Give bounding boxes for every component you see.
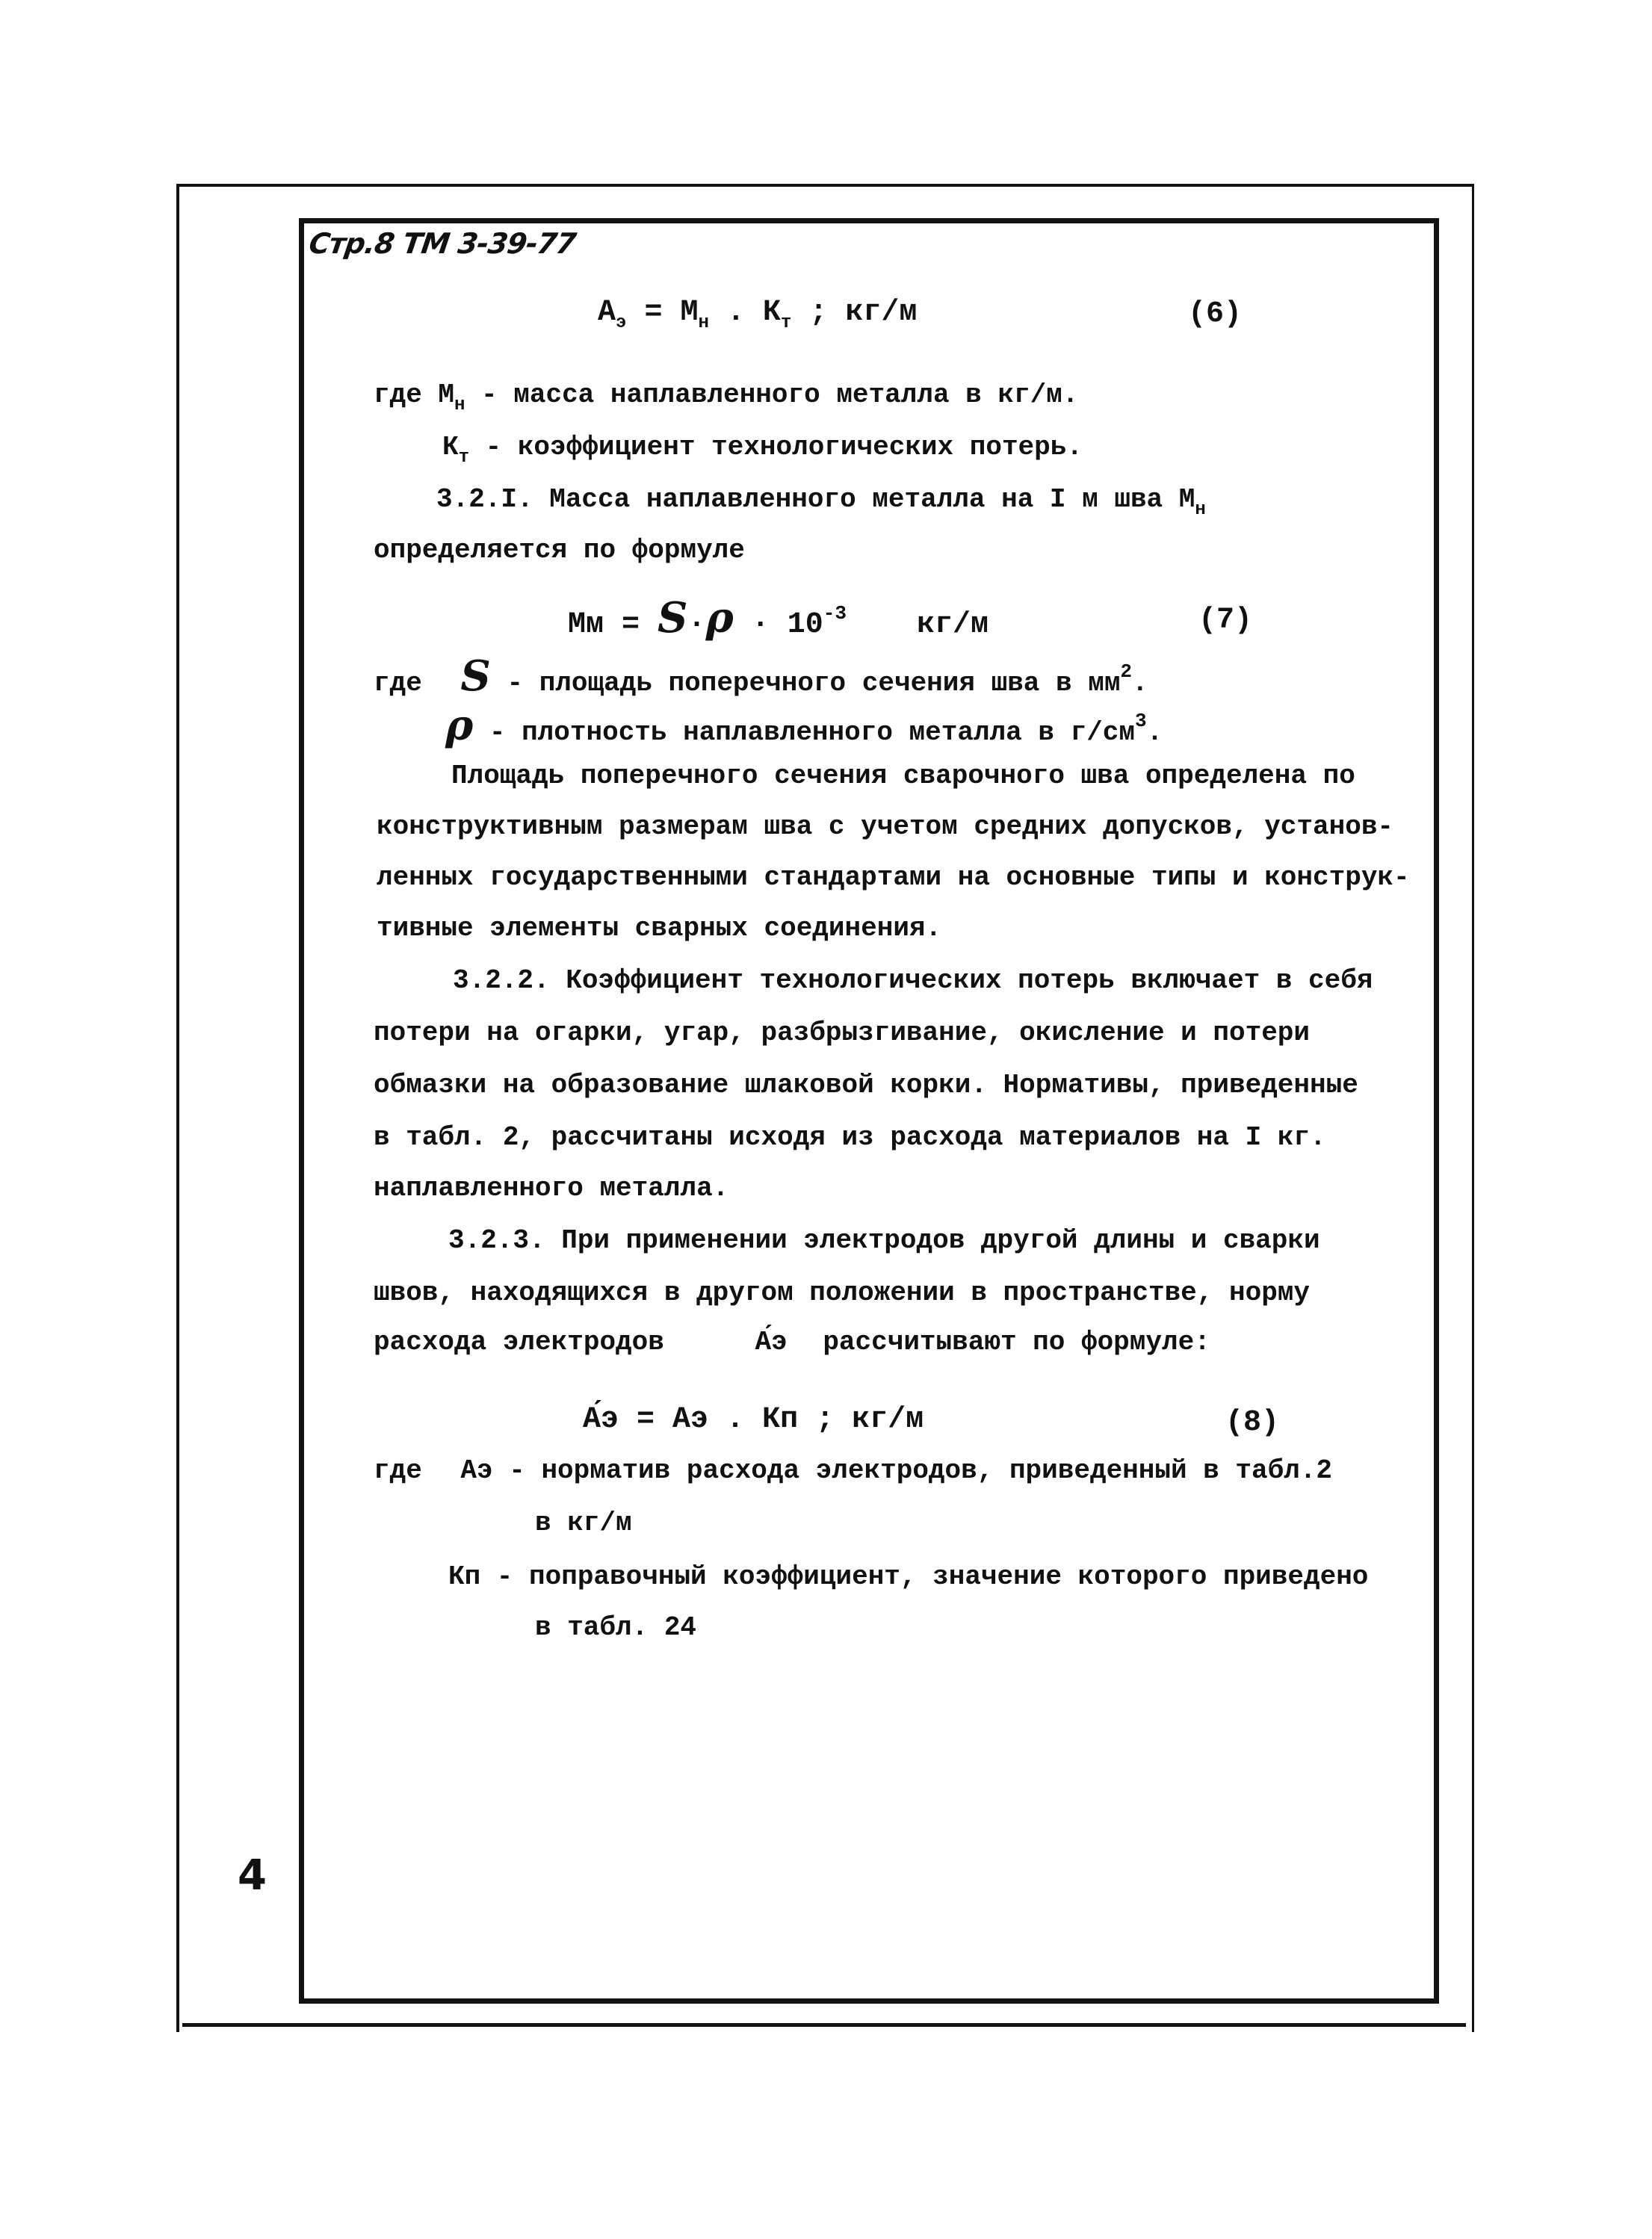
text-line: потери на огарки, угар, разбрызгивание, окисление и потери: [374, 1018, 1311, 1048]
definition-density: ρ - плотность наплавленного металла в $г/см^3$.: [445, 701, 1163, 750]
text-line: конструктивным размерам шва с учетом средних допусков, установ-: [377, 811, 1394, 842]
clause-3-2-1: 3.2.I. Масса наплавленного металла на I м шва $М_н$: [436, 484, 1206, 520]
text-line: швов, находящихся в другом положении в пространстве, норму: [374, 1278, 1311, 1308]
equation-number-8: (8): [1225, 1406, 1280, 1440]
equation-number-7: (7): [1198, 604, 1253, 637]
text-line: в кг/м: [535, 1508, 632, 1538]
text-line: в табл. 24: [535, 1612, 697, 1643]
formula-8: А́э = Аэ . Кп ; кг/м: [583, 1403, 924, 1437]
text-line: Площадь поперечного сечения сварочного шва определена по: [451, 761, 1355, 791]
area-symbol: S: [658, 593, 688, 642]
density-symbol: ρ: [705, 593, 734, 642]
formula-7: Мм = $S\cdot\rho \cdot 10^{-3}$ кг/м: [568, 593, 989, 642]
text-line: обмазки на образование шлаковой корки. Нормативы, приведенные: [374, 1070, 1358, 1100]
outer-frame-bottom-line: [182, 2023, 1466, 2027]
text-line: расхода электродов А́э рассчитывают по формуле:: [374, 1327, 1210, 1357]
clause-3-2-2: 3.2.2. Коэффициент технологических потерь включает в себя: [453, 965, 1373, 996]
document-stamp: Стр.8 ТМ 3-39-77: [306, 227, 578, 260]
text-line: тивные элементы сварных соединения.: [377, 913, 942, 944]
page-number: 4: [238, 1851, 267, 1900]
definition-norm: где Аэ - норматив расхода электродов, приведенный в табл.2: [374, 1455, 1333, 1486]
formula-6: $А_э = М_н$ . $К_т$ ; кг/м: [598, 296, 918, 333]
text-line: определяется по формуле: [374, 535, 745, 566]
equation-number-6: (6): [1188, 297, 1243, 331]
clause-3-2-3: 3.2.3. При применении электродов другой длины и сварки: [448, 1225, 1320, 1256]
definition-correction: Кп - поправочный коэффициент, значение которого приведено: [448, 1561, 1369, 1592]
text-line: в табл. 2, рассчитаны исходя из расхода материалов на I кг.: [374, 1122, 1326, 1153]
text-line: наплавленного металла.: [374, 1173, 729, 1204]
definition-area: где S - площадь поперечного сечения шва в $мм^2$.: [374, 651, 1148, 701]
definition-coefficient: $К_т$ - коэффициент технологических потерь.: [442, 432, 1083, 468]
text-line: ленных государственными стандартами на основные типы и конструк-: [377, 862, 1410, 893]
definition-mass: где $М_н$ - масса наплавленного металла в кг/м.: [374, 380, 1079, 415]
